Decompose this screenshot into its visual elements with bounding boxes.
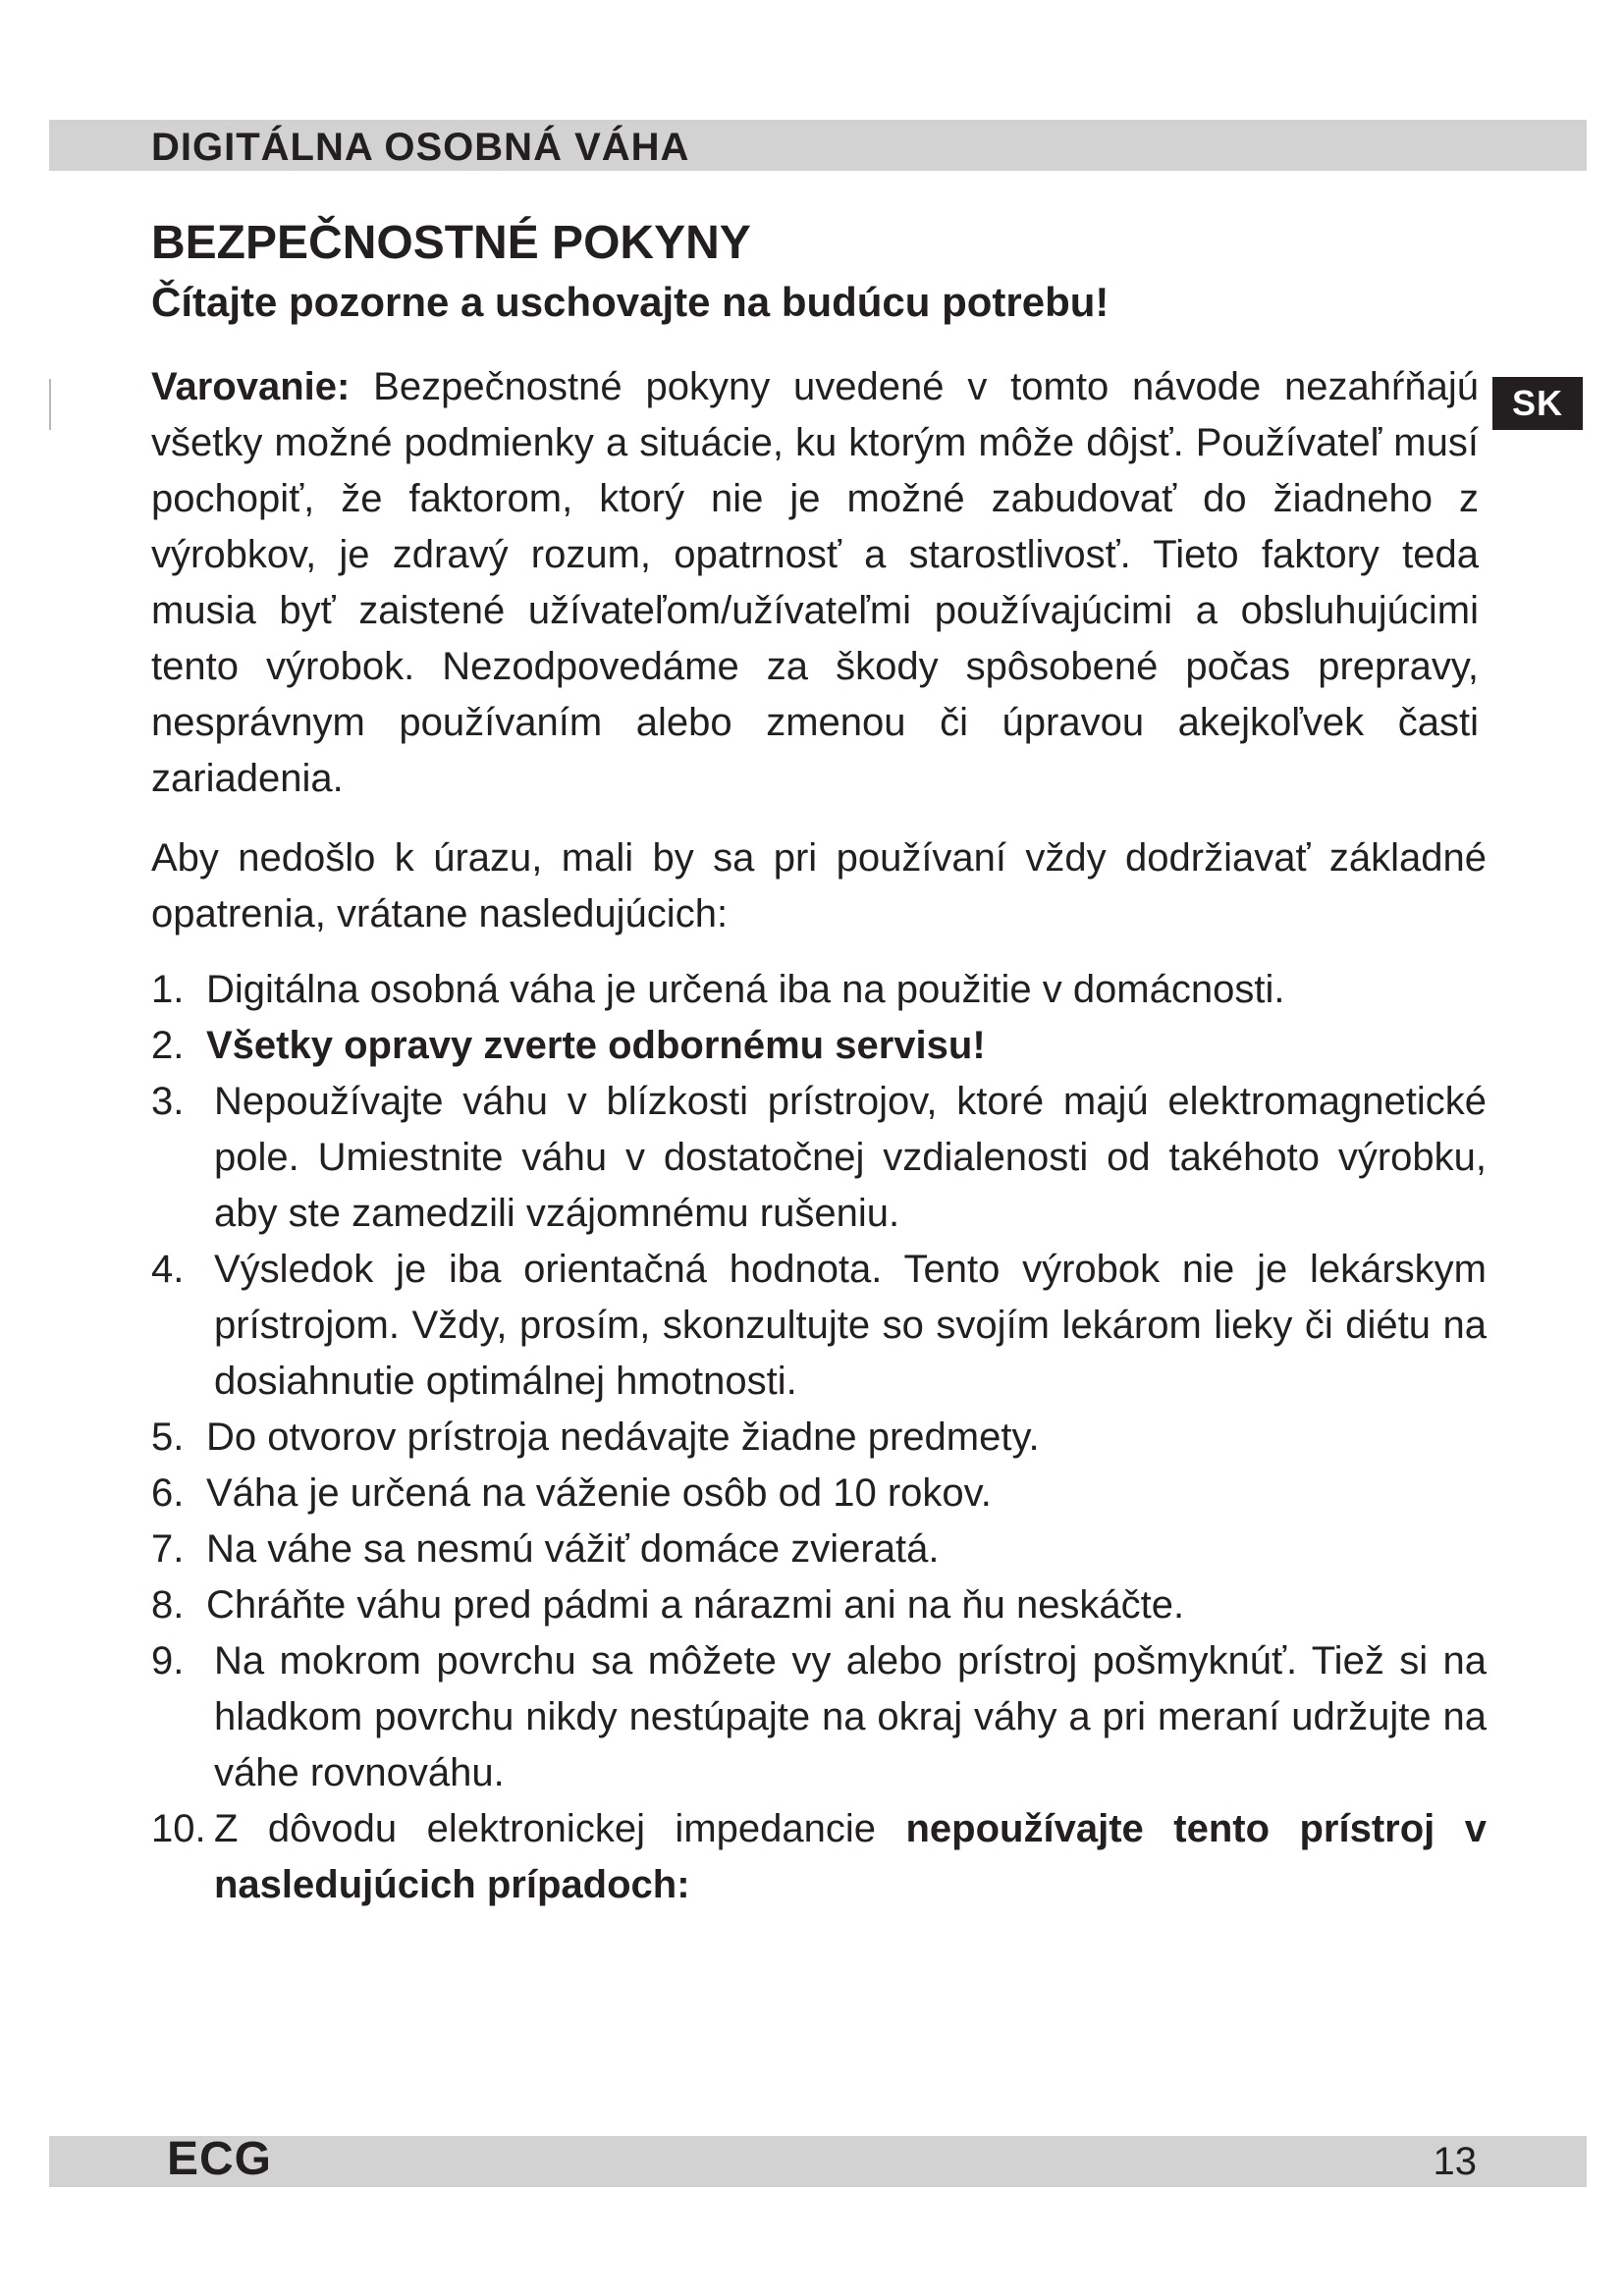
- list-item: [151, 1410, 1487, 1466]
- item-number: 9.: [151, 1639, 185, 1682]
- item-text: Z dôvodu elektronickej impedancie: [214, 1807, 906, 1850]
- list-item: [151, 1018, 1487, 1074]
- page-content: [151, 214, 1487, 1913]
- item-text: Do otvorov prístroja nedávajte žiadne predmety.: [206, 1415, 1040, 1459]
- header-title: DIGITÁLNA OSOBNÁ VÁHA: [151, 126, 690, 169]
- footer-bar: [49, 2136, 1587, 2187]
- item-number: 4.: [151, 1248, 185, 1291]
- item-number: 6.: [151, 1471, 185, 1515]
- page-number: 13: [1433, 2140, 1477, 2183]
- list-item: [151, 962, 1487, 1018]
- language-tab: SK: [1492, 377, 1583, 430]
- item-text: Digitálna osobná váha je určená iba na použitie v domácnosti.: [206, 968, 1285, 1011]
- item-number: 2.: [151, 1024, 185, 1067]
- item-text: Na váhe sa nesmú vážiť domáce zvieratá.: [206, 1527, 940, 1571]
- item-text-bold: Všetky opravy zverte odbornému servisu!: [206, 1024, 986, 1067]
- item-number: 7.: [151, 1527, 185, 1571]
- item-number: 8.: [151, 1583, 185, 1627]
- item-text: Nepoužívajte váhu v blízkosti prístrojov, ktoré majú elektromagnetické pole. Umiestnite váhu v dostatočnej vzdialenosti od takéhoto výrobku, aby ste zamedzili vzájomnému rušeniu.: [214, 1080, 1487, 1235]
- list-item: [151, 1633, 1487, 1801]
- list-item: [151, 1466, 1487, 1522]
- warning-text: Bezpečnostné pokyny uvedené v tomto návode nezahŕňajú všetky možné podmienky a situácie, ku ktorým môže dôjsť. Používateľ musí pochopiť, že faktorom, ktorý nie je možné zabudovať do žiadneho z výrobkov, je zdravý rozum, opatrnosť a starostlivosť. Tieto faktory teda musia byť zaistené užívateľom/užívateľmi používajúcimi a obsluhujúcimi tento výrobok. Nezodpovedáme za škody spôsobené počas prepravy, nesprávnym používaním alebo zmenou či úpravou akejkoľvek časti zariadenia.: [151, 365, 1479, 800]
- item-number: 5.: [151, 1415, 185, 1459]
- warning-paragraph: [151, 359, 1479, 807]
- margin-mark: [49, 379, 51, 430]
- section-title: BEZPEČNOSTNÉ POKYNY: [151, 217, 751, 269]
- list-item: [151, 1801, 1487, 1913]
- item-number: 3.: [151, 1080, 185, 1123]
- section-subtitle: Čítajte pozorne a uschovajte na budúcu potrebu!: [151, 279, 1110, 325]
- item-text: Chráňte váhu pred pádmi a nárazmi ani na ňu neskáčte.: [206, 1583, 1185, 1627]
- list-item: [151, 1577, 1487, 1633]
- item-text: Na mokrom povrchu sa môžete vy alebo prístroj pošmyknúť. Tiež si na hladkom povrchu nikdy nestúpajte na okraj váhy a pri meraní udržujte na váhe rovnováhu.: [214, 1639, 1487, 1794]
- list-item: [151, 1522, 1487, 1577]
- intro-paragraph: Aby nedošlo k úrazu, mali by sa pri používaní vždy dodržiavať základné opatrenia, vrátane nasledujúcich:: [151, 836, 1487, 935]
- item-number: 10.: [151, 1807, 206, 1850]
- ecg-logo: ECG: [167, 2133, 273, 2185]
- item-number: 1.: [151, 968, 185, 1011]
- list-item: [151, 1242, 1487, 1410]
- list-item: [151, 1074, 1487, 1242]
- safety-list: [151, 962, 1487, 1913]
- warning-label: Varovanie:: [151, 365, 351, 408]
- item-text-bold: nepoužívajte tento prístroj v nasledujúcich prípadoch:: [214, 1807, 1488, 1906]
- item-text: Výsledok je iba orientačná hodnota. Tento výrobok nie je lekárskym prístrojom. Vždy, prosím, skonzultujte so svojím lekárom lieky či diétu na dosiahnutie optimálnej hmotnosti.: [214, 1248, 1487, 1403]
- item-text: Váha je určená na váženie osôb od 10 rokov.: [206, 1471, 992, 1515]
